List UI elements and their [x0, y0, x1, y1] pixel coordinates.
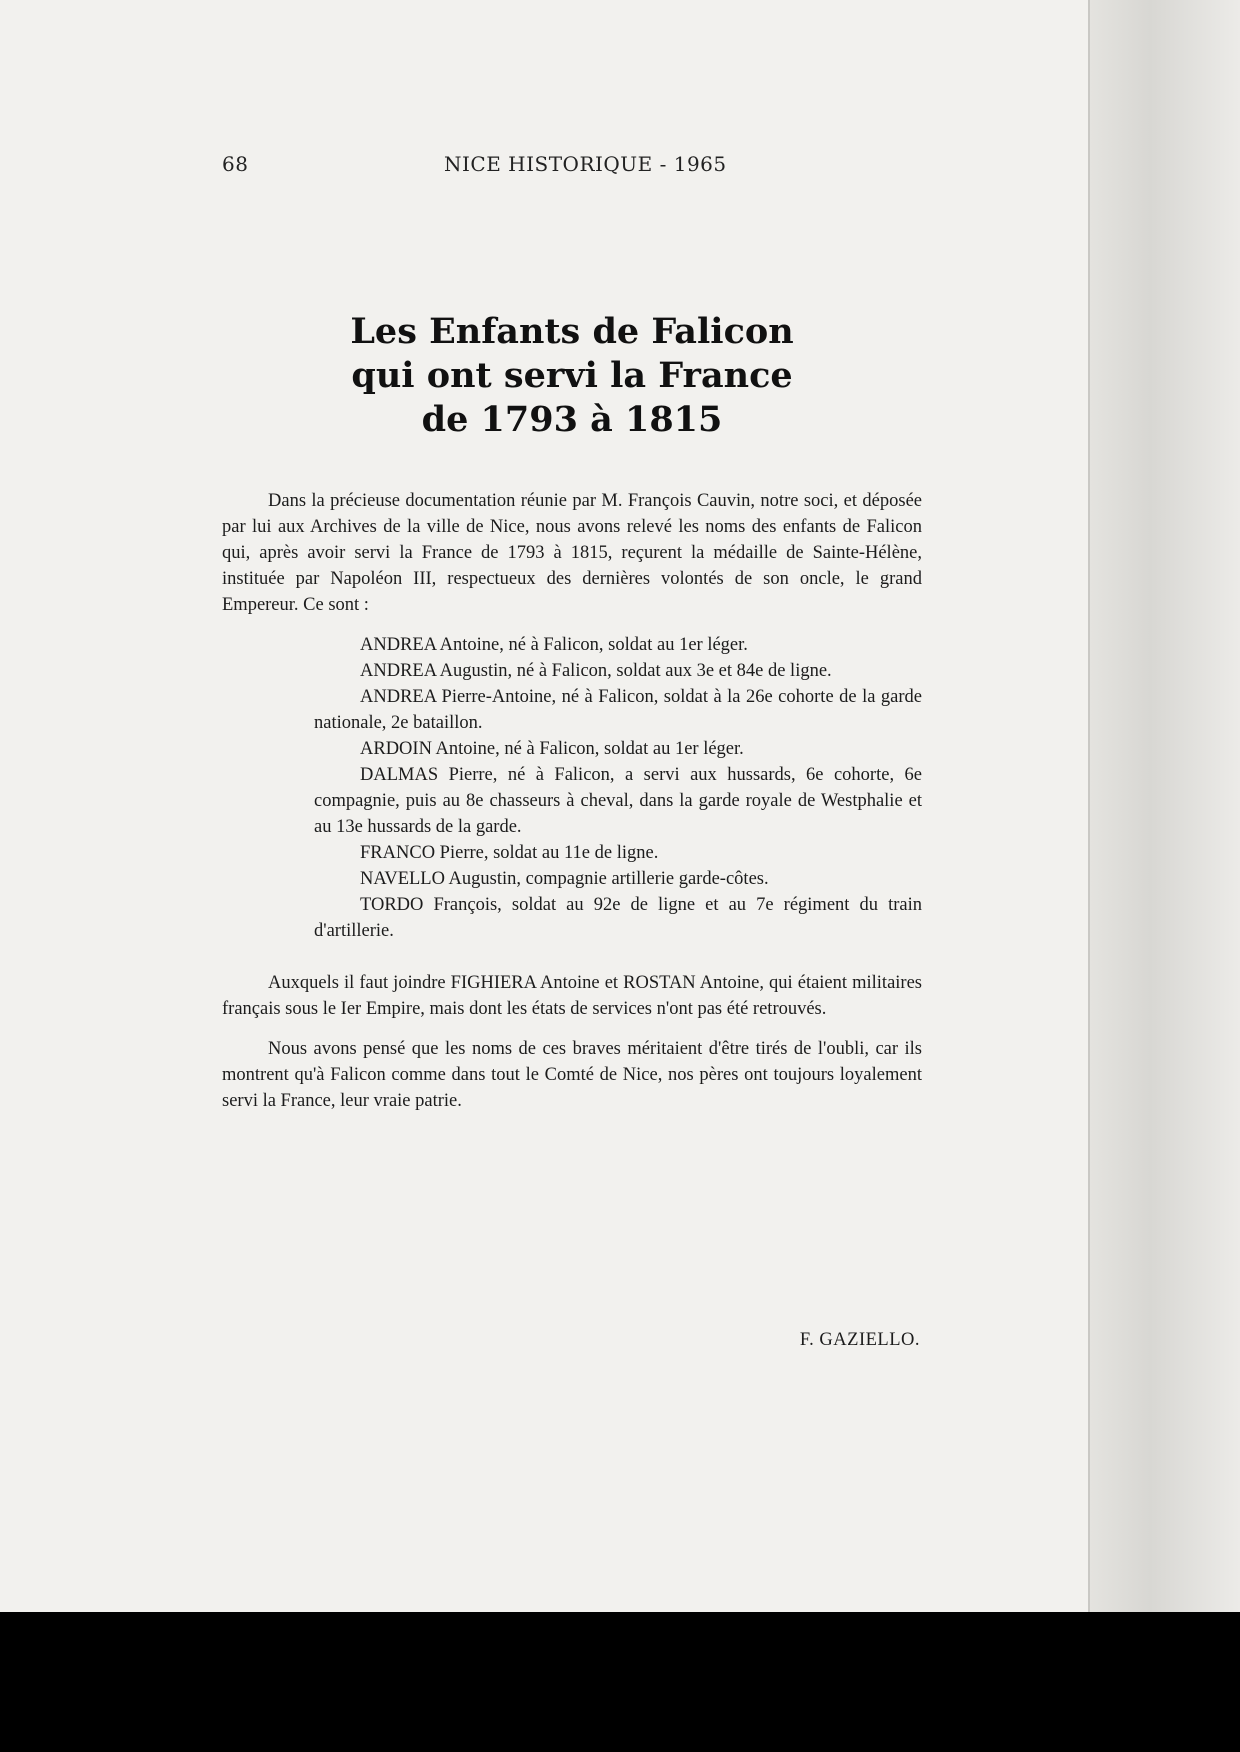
list-item: NAVELLO Augustin, compagnie artillerie garde-côtes. — [360, 869, 769, 889]
title-line-1: Les Enfants de Falicon — [350, 311, 794, 352]
title-line-2: qui ont servi la France — [351, 355, 793, 396]
article-title — [222, 310, 922, 442]
article-body — [222, 488, 922, 1128]
list-item: ANDREA Antoine, né à Falicon, soldat au 1er léger. — [360, 635, 748, 655]
list-item: FRANCO Pierre, soldat au 11e de ligne. — [360, 843, 659, 863]
list-item: ANDREA Pierre-Antoine, né à Falicon, soldat à la 26e cohorte de la garde nationale, 2e bataillon. — [314, 687, 922, 733]
intro-paragraph: Dans la précieuse documentation réunie par M. François Cauvin, notre soci, et déposée par lui aux Archives de la ville de Nice, nous avons relevé les noms des enfants de Falicon qui, après avoir servi la France de 1793 à 1815, reçurent la médaille de Sainte-Hélène, instituée par Napoléon III, respectueux des dernières volontés de son oncle, le grand Empereur. Ce sont : — [222, 491, 922, 615]
book-gutter — [1090, 0, 1240, 1612]
list-item: DALMAS Pierre, né à Falicon, a servi aux hussards, 6e cohorte, 6e compagnie, puis au 8e chasseurs à cheval, dans la garde royale de Westphalie et au 13e hussards de la garde. — [314, 765, 922, 837]
author-signature: F. GAZIELLO. — [799, 1330, 920, 1350]
title-line-3: de 1793 à 1815 — [421, 399, 723, 440]
page-fold — [1088, 0, 1090, 1612]
running-title: NICE HISTORIQUE - 1965 — [444, 152, 727, 176]
closing-section — [222, 970, 922, 1114]
page-number: 68 — [222, 152, 249, 176]
closing-paragraph-1: Auxquels il faut joindre FIGHIERA Antoine et ROSTAN Antoine, qui étaient militaires français sous le Ier Empire, mais dont les états de services n'ont pas été retrouvés. — [222, 973, 922, 1019]
list-item: ANDREA Augustin, né à Falicon, soldat aux 3e et 84e de ligne. — [360, 661, 832, 681]
list-item: ARDOIN Antoine, né à Falicon, soldat au 1er léger. — [360, 739, 744, 759]
list-item: TORDO François, soldat au 92e de ligne et au 7e régiment du train d'artillerie. — [314, 895, 922, 941]
closing-paragraph-2: Nous avons pensé que les noms de ces braves méritaient d'être tirés de l'oubli, car ils montrent qu'à Falicon comme dans tout le Comté de Nice, nos pères ont toujours loyalement servi la France, leur vraie patrie. — [222, 1039, 922, 1111]
soldier-list — [222, 632, 922, 944]
